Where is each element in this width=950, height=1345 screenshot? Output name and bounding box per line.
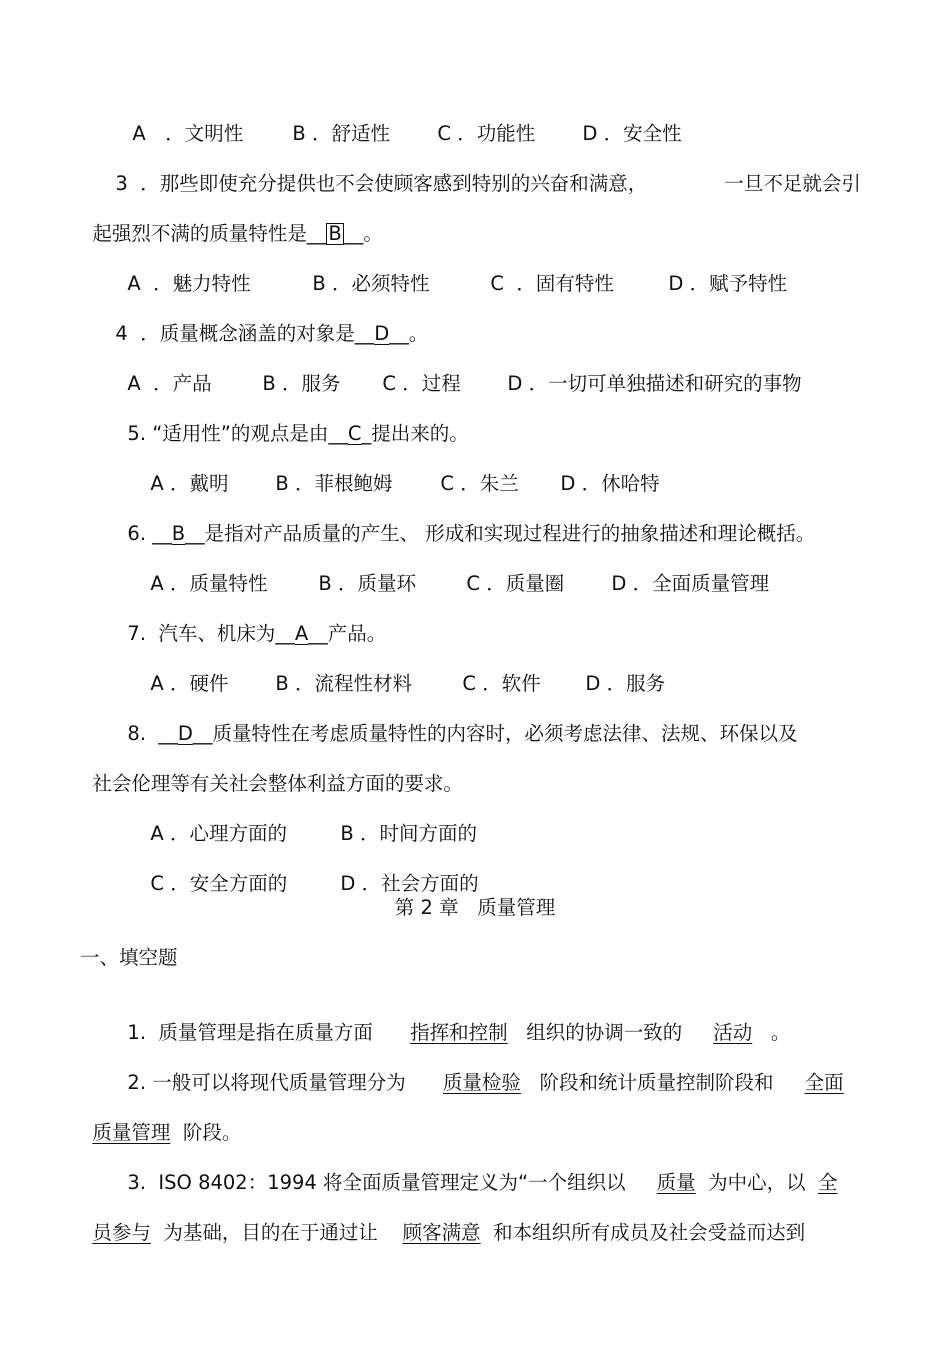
q3-text: 3 ．那些即使充分提供也不会使顾客感到特别的兴奋和满意， <box>115 172 648 195</box>
q4-suffix: __。 <box>389 322 429 345</box>
option-a: A ．质量特性 <box>150 572 268 595</box>
fill1-text: 1. 质量管理是指在质量方面 <box>127 1021 373 1044</box>
chapter-title: 第 2 章 质量管理 <box>394 896 556 919</box>
option-c: C ．朱兰 <box>440 472 519 495</box>
fill-question-2-line2 <box>80 1094 241 1146</box>
q8-options-row2 <box>138 845 479 897</box>
q3-text-cont: 一旦不足就会引 <box>724 172 861 195</box>
fill3-blank-2a: 全 <box>817 1171 838 1194</box>
fill3-text-2: 为中心，以 <box>708 1171 806 1194</box>
q3-answer: B <box>328 222 342 245</box>
option-b: B ．流程性材料 <box>275 672 412 695</box>
fill3-blank-2b: 员参与 <box>92 1221 151 1244</box>
option-d: D ．赋予特性 <box>668 272 788 295</box>
q4-prefix: 4 ．质量概念涵盖的对象是__ <box>115 322 375 345</box>
option-b: B ．菲根鲍姆 <box>275 472 393 495</box>
option-c: C ．固有特性 <box>490 272 614 295</box>
q3-suffix: __。 <box>343 222 383 245</box>
q4-answer: D <box>374 322 390 345</box>
q8-text-cont: 社会伦理等有关社会整体利益方面的要求。 <box>92 772 463 795</box>
fill1-text-2: 组织的协调一致的 <box>526 1021 683 1044</box>
option-b: B ．舒适性 <box>292 122 390 145</box>
q4-options-row <box>115 345 802 397</box>
fill1-end: 。 <box>770 1021 791 1044</box>
q3-text-line1b <box>712 145 861 197</box>
q6-suffix: __是指对产品质量的产生、 形成和实现过程进行的抽象描述和理论概括。 <box>185 522 816 545</box>
option-c: C ．质量圈 <box>466 572 565 595</box>
q8-text <box>115 695 797 747</box>
q5-prefix: 5. “适用性”的观点是由__ <box>127 422 348 445</box>
q6-prefix: 6. __ <box>127 522 172 545</box>
option-b: B ．质量环 <box>318 572 416 595</box>
option-c: C ．安全方面的 <box>150 872 288 895</box>
option-d: D ．服务 <box>585 672 666 695</box>
option-a: A ．硬件 <box>150 672 229 695</box>
fill1-blank-2: 活动 <box>713 1021 753 1044</box>
q5-suffix: _提出来的。 <box>361 422 469 445</box>
q6-options-row <box>138 545 769 597</box>
q7-answer: A <box>294 622 309 645</box>
q3-text-line1 <box>103 145 647 197</box>
fill2-end: 阶段。 <box>182 1121 242 1144</box>
option-d: D ．一切可单独描述和研究的事物 <box>507 372 802 395</box>
q5-text <box>115 395 469 447</box>
option-d: D ．社会方面的 <box>340 872 479 895</box>
option-c: C ．软件 <box>462 672 541 695</box>
q8-answer: D <box>177 722 193 745</box>
q8-options-row1 <box>138 795 477 847</box>
fill2-blank-2b: 质量管理 <box>92 1121 171 1144</box>
fill3-text-3: 为基础，目的在于通过让 <box>163 1221 378 1244</box>
fill1-blank-1: 指挥和控制 <box>410 1021 508 1044</box>
fill-question-3-line2 <box>80 1194 805 1246</box>
option-b: B ．服务 <box>262 372 341 395</box>
option-d: D ．全面质量管理 <box>611 572 770 595</box>
q7-options-row <box>138 645 665 697</box>
q6-answer: B <box>171 522 186 545</box>
q7-suffix: __产品。 <box>308 622 387 645</box>
fill3-blank-1: 质量 <box>656 1171 696 1194</box>
fill-question-1 <box>115 994 790 1046</box>
option-a: A ．文明性 <box>132 122 244 145</box>
q3-options-row <box>115 245 787 297</box>
fill3-blank-3: 顾客满意 <box>402 1221 481 1244</box>
section-title: 一、填空题 <box>80 946 178 969</box>
q5-options-row <box>138 445 660 497</box>
q5-answer: C <box>347 422 362 445</box>
q3-text-line2 <box>80 195 383 247</box>
q4-text <box>103 295 428 347</box>
option-d: D ．安全性 <box>582 122 682 145</box>
fill2-text: 2. 一般可以将现代质量管理分为 <box>127 1071 406 1094</box>
q2-options-row <box>120 95 682 147</box>
option-a: A ．产品 <box>127 372 212 395</box>
option-d: D ．休哈特 <box>560 472 660 495</box>
q8-suffix: __质量特性在考虑质量特性的内容时，必须考虑法律、法规、环保以及 <box>192 722 798 745</box>
fill2-blank-1: 质量检验 <box>442 1071 521 1094</box>
option-a: A ．戴明 <box>150 472 229 495</box>
q8-text-line2 <box>80 745 463 797</box>
option-b: B ．必须特性 <box>312 272 430 295</box>
q6-text <box>115 495 815 547</box>
option-c: C ．功能性 <box>437 122 536 145</box>
option-b: B ．时间方面的 <box>340 822 477 845</box>
option-a: A ．心理方面的 <box>150 822 287 845</box>
q7-prefix: 7. 汽车、机床为__ <box>127 622 295 645</box>
option-a: A ．魅力特性 <box>127 272 251 295</box>
q8-prefix: 8. __ <box>127 722 178 745</box>
fill2-text-2: 阶段和统计质量控制阶段和 <box>539 1071 774 1094</box>
option-c: C ．过程 <box>382 372 461 395</box>
fill-question-2-line1 <box>115 1044 844 1096</box>
q3-prefix: 起强烈不满的质量特性是__ <box>92 222 327 245</box>
fill3-text: 3. ISO 8402：1994 将全面质量管理定义为“一个组织以 <box>127 1171 626 1194</box>
fill3-text-4: 和本组织所有成员及社会受益而达到 <box>493 1221 806 1244</box>
fill-question-3-line1 <box>115 1144 838 1196</box>
fill2-blank-2a: 全面 <box>804 1071 844 1094</box>
q7-text <box>115 595 386 647</box>
